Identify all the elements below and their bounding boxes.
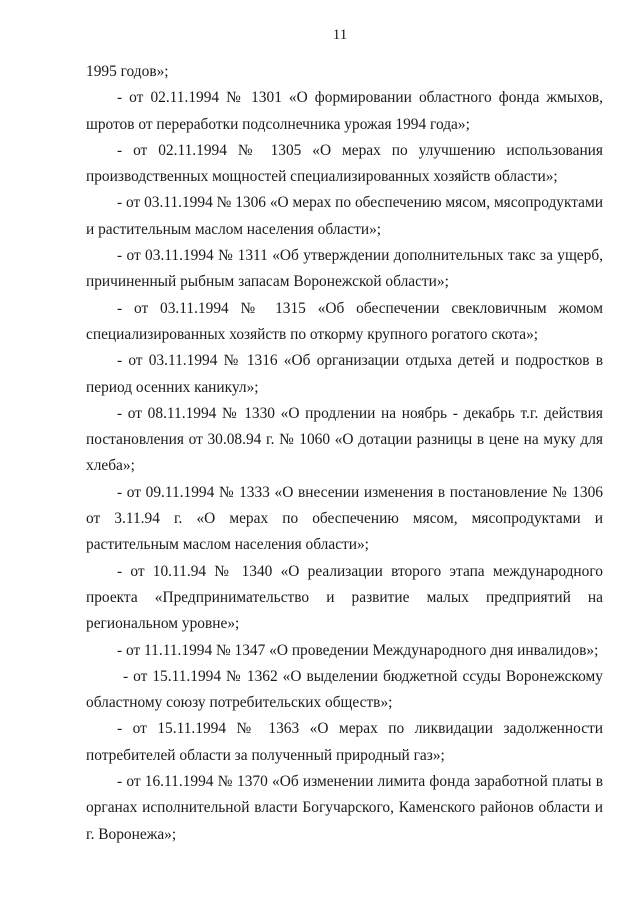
resolution-item-1301: - от 02.11.1994 № 1301 «О формировании областного фонда жмыхов, шротов от переработки подсолнечника урожая 1994 года»;	[86, 89, 603, 133]
resolution-item-1347: - от 11.11.1994 № 1347 «О проведении Международного дня инвалидов»;	[117, 641, 599, 659]
resolution-item-1311: - от 03.11.1994 № 1311 «Об утверждении дополнительных такс за ущерб, причиненный рыбным запасам Воронежской области»;	[86, 247, 603, 291]
page-number: 11	[332, 27, 348, 43]
resolution-item-1315: - от 03.11.1994 № 1315 «Об обеспечении свекловичным жомом специализированных хозяйств по откорму крупного рогатого скота»;	[86, 299, 603, 343]
resolution-item-1370: - от 16.11.1994 № 1370 «Об изменении лимита фонда заработной платы в органах исполнительной власти Богучарского, Каменского районов области и г. Воронежа»;	[86, 773, 603, 843]
resolution-item-1333: - от 09.11.1994 № 1333 «О внесении изменения в постановление № 1306 от 3.11.94 г. «О мерах по обеспечению мясом, мясопродуктами и растительным маслом населения области»;	[86, 483, 603, 554]
resolution-item-1330: - от 08.11.1994 № 1330 «О продлении на ноябрь - декабрь т.г. действия постановления от 30.08.94 г. № 1060 «О дотации разницы в цене на муку для хлеба»;	[86, 404, 603, 475]
resolution-item-1362: - от 15.11.1994 № 1362 «О выделении бюджетной ссуды Воронежскому областному союзу потребительских обществ»;	[86, 667, 603, 712]
resolution-item-1363: - от 15.11.1994 № 1363 «О мерах по ликвидации задолженности потребителей области за полученный природный газ»;	[86, 720, 603, 764]
resolution-item-1306: - от 03.11.1994 № 1306 «О мерах по обеспечению мясом, мясопродуктами и растительным маслом населения области»;	[86, 194, 603, 238]
document-body	[86, 59, 603, 848]
paragraph-continuation: 1995 годов»;	[86, 63, 169, 80]
resolution-item-1340: - от 10.11.94 № 1340 «О реализации второго этапа международного проекта «Предпринимательство и развитие малых предприятий на региональном уровне»;	[86, 562, 603, 633]
resolution-item-1316: - от 03.11.1994 № 1316 «Об организации отдыха детей и подростков в период осенних каникул»;	[86, 352, 603, 396]
resolution-item-1305: - от 02.11.1994 № 1305 «О мерах по улучшению использования производственных мощностей специализированных хозяйств области»;	[86, 141, 603, 186]
